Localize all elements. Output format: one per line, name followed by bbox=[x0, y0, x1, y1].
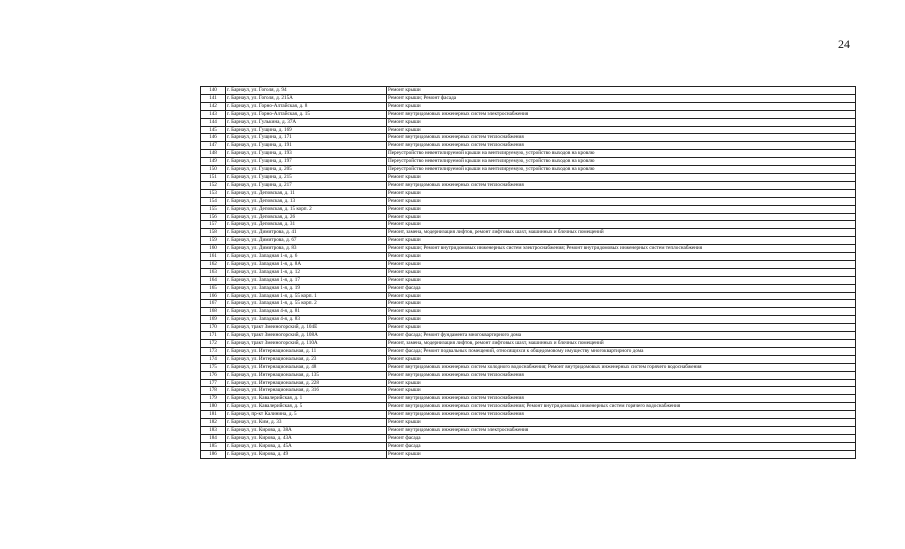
row-number-cell: 179 bbox=[201, 395, 226, 403]
table-row bbox=[201, 340, 856, 348]
row-number-cell: 149 bbox=[201, 158, 226, 166]
row-number-cell: 146 bbox=[201, 134, 226, 142]
work-type-cell: Ремонт внутридомовых инженерных систем теплоснабжения bbox=[387, 181, 856, 189]
row-number-cell: 163 bbox=[201, 268, 226, 276]
address-cell: г. Барнаул, ул. Гоголя, д. 94 bbox=[226, 87, 387, 95]
table-row bbox=[201, 94, 856, 102]
work-type-cell: Ремонт крыши bbox=[387, 300, 856, 308]
work-type-cell: Ремонт фасада bbox=[387, 434, 856, 442]
row-number-cell: 166 bbox=[201, 292, 226, 300]
row-number-cell: 148 bbox=[201, 150, 226, 158]
table-row bbox=[201, 442, 856, 450]
work-type-cell: Ремонт крыши bbox=[387, 292, 856, 300]
table-row bbox=[201, 316, 856, 324]
work-type-cell: Ремонт фасада bbox=[387, 442, 856, 450]
row-number-cell: 164 bbox=[201, 276, 226, 284]
table-row bbox=[201, 237, 856, 245]
table-row bbox=[201, 118, 856, 126]
address-cell: г. Барнаул, ул. Западная 4-я, д. 83 bbox=[226, 316, 387, 324]
table-row bbox=[201, 395, 856, 403]
table-row bbox=[201, 87, 856, 95]
row-number-cell: 165 bbox=[201, 284, 226, 292]
address-cell: г. Барнаул, ул. Интернациональная, д. 48 bbox=[226, 363, 387, 371]
work-type-cell: Переустройство невентилируемой крыши на вентилируемую, устройство выходов на кровлю bbox=[387, 150, 856, 158]
row-number-cell: 143 bbox=[201, 110, 226, 118]
row-number-cell: 158 bbox=[201, 229, 226, 237]
table-row bbox=[201, 221, 856, 229]
address-cell: г. Барнаул, ул. Гущина, д. 191 bbox=[226, 142, 387, 150]
table-row bbox=[201, 403, 856, 411]
row-number-cell: 160 bbox=[201, 245, 226, 253]
address-cell: г. Барнаул, ул. Интернациональная, д. 135 bbox=[226, 371, 387, 379]
address-cell: г. Барнаул, ул. Западная 1-я, д. 19 bbox=[226, 284, 387, 292]
row-number-cell: 170 bbox=[201, 324, 226, 332]
table-row bbox=[201, 102, 856, 110]
table-row bbox=[201, 253, 856, 261]
address-cell: г. Барнаул, тракт Змеиногорский, д. 104Е bbox=[226, 324, 387, 332]
work-type-cell: Ремонт крыши bbox=[387, 205, 856, 213]
address-cell: г. Барнаул, ул. Деповская, д. 31 bbox=[226, 221, 387, 229]
address-cell: г. Барнаул, ул. Гущина, д. 193 bbox=[226, 150, 387, 158]
address-cell: г. Барнаул, ул. Западная 1-я, д. 8А bbox=[226, 260, 387, 268]
table-row bbox=[201, 150, 856, 158]
row-number-cell: 150 bbox=[201, 166, 226, 174]
row-number-cell: 144 bbox=[201, 118, 226, 126]
row-number-cell: 156 bbox=[201, 213, 226, 221]
table-row bbox=[201, 371, 856, 379]
address-cell: г. Барнаул, ул. Интернациональная, д. 23 bbox=[226, 355, 387, 363]
work-type-cell: Ремонт крыши bbox=[387, 87, 856, 95]
row-number-cell: 140 bbox=[201, 87, 226, 95]
table-row bbox=[201, 134, 856, 142]
row-number-cell: 180 bbox=[201, 403, 226, 411]
row-number-cell: 145 bbox=[201, 126, 226, 134]
work-type-cell: Ремонт, замена, модернизация лифтов, ремонт лифтовых шахт, машинных и блочных помещений bbox=[387, 340, 856, 348]
address-cell: г. Барнаул, ул. Кавалерийская, д. 1 bbox=[226, 395, 387, 403]
address-cell: г. Барнаул, ул. Западная 1-я, д. 6 bbox=[226, 253, 387, 261]
work-type-cell: Ремонт крыши bbox=[387, 308, 856, 316]
address-cell: г. Барнаул, ул. Интернациональная, д. 11 bbox=[226, 347, 387, 355]
row-number-cell: 185 bbox=[201, 442, 226, 450]
row-number-cell: 153 bbox=[201, 189, 226, 197]
address-cell: г. Барнаул, ул. Интернациональная, д. 316 bbox=[226, 387, 387, 395]
address-cell: г. Барнаул, ул. Западная 4-я, д. 81 bbox=[226, 308, 387, 316]
row-number-cell: 182 bbox=[201, 419, 226, 427]
address-cell: г. Барнаул, ул. Гоголя, д. 215А bbox=[226, 94, 387, 102]
work-type-cell: Ремонт, замена, модернизация лифтов, ремонт лифтовых шахт, машинных и блочных помещений bbox=[387, 229, 856, 237]
table-row bbox=[201, 411, 856, 419]
table-row bbox=[201, 300, 856, 308]
row-number-cell: 186 bbox=[201, 450, 226, 458]
address-cell: г. Барнаул, ул. Западная 1-я, д. 55 корп. 2 bbox=[226, 300, 387, 308]
row-number-cell: 183 bbox=[201, 426, 226, 434]
row-number-cell: 169 bbox=[201, 316, 226, 324]
table-row bbox=[201, 379, 856, 387]
work-type-cell: Ремонт крыши bbox=[387, 253, 856, 261]
address-cell: г. Барнаул, тракт Змеиногорский, д. 108А bbox=[226, 332, 387, 340]
work-type-cell: Ремонт крыши bbox=[387, 221, 856, 229]
table-row bbox=[201, 355, 856, 363]
row-number-cell: 168 bbox=[201, 308, 226, 316]
table-row bbox=[201, 347, 856, 355]
row-number-cell: 172 bbox=[201, 340, 226, 348]
work-type-cell: Ремонт крыши bbox=[387, 237, 856, 245]
row-number-cell: 162 bbox=[201, 260, 226, 268]
row-number-cell: 151 bbox=[201, 173, 226, 181]
work-type-cell: Ремонт внутридомовых инженерных систем теплоснабжения; Ремонт внутридомовых инженерных систем горячего водоснабжения bbox=[387, 403, 856, 411]
table-row bbox=[201, 245, 856, 253]
address-cell: г. Барнаул, ул. Димитрова, д. 41 bbox=[226, 229, 387, 237]
table-row bbox=[201, 158, 856, 166]
table-row bbox=[201, 324, 856, 332]
work-type-cell: Ремонт крыши bbox=[387, 355, 856, 363]
address-cell: г. Барнаул, ул. Деповская, д. 13 bbox=[226, 197, 387, 205]
table-row bbox=[201, 260, 856, 268]
address-cell: г. Барнаул, ул. Гущина, д. 197 bbox=[226, 158, 387, 166]
table-row bbox=[201, 284, 856, 292]
table-row bbox=[201, 213, 856, 221]
work-type-cell: Ремонт крыши bbox=[387, 419, 856, 427]
table-row bbox=[201, 205, 856, 213]
table-row bbox=[201, 450, 856, 458]
address-cell: г. Барнаул, ул. Димитрова, д. 67 bbox=[226, 237, 387, 245]
table-row bbox=[201, 387, 856, 395]
work-type-cell: Ремонт крыши bbox=[387, 324, 856, 332]
work-type-cell: Ремонт крыши bbox=[387, 213, 856, 221]
work-type-cell: Ремонт крыши; Ремонт фасада bbox=[387, 94, 856, 102]
address-cell: г. Барнаул, ул. Кирова, д. 49 bbox=[226, 450, 387, 458]
row-number-cell: 181 bbox=[201, 411, 226, 419]
address-cell: г. Барнаул, ул. Ким, д. 33 bbox=[226, 419, 387, 427]
address-cell: г. Барнаул, ул. Деповская, д. 11 bbox=[226, 189, 387, 197]
work-type-cell: Ремонт крыши bbox=[387, 118, 856, 126]
row-number-cell: 154 bbox=[201, 197, 226, 205]
table-row bbox=[201, 276, 856, 284]
table-row bbox=[201, 308, 856, 316]
address-cell: г. Барнаул, ул. Горно-Алтайская, д. 15 bbox=[226, 110, 387, 118]
table-row bbox=[201, 142, 856, 150]
address-cell: г. Барнаул, ул. Кирова, д. 38А bbox=[226, 426, 387, 434]
page-number: 24 bbox=[838, 37, 850, 51]
address-cell: г. Барнаул, ул. Гущина, д. 169 bbox=[226, 126, 387, 134]
address-cell: г. Барнаул, ул. Кавалерийская, д. 5 bbox=[226, 403, 387, 411]
row-number-cell: 155 bbox=[201, 205, 226, 213]
work-type-cell: Ремонт внутридомовых инженерных систем электроснабжения bbox=[387, 110, 856, 118]
row-number-cell: 159 bbox=[201, 237, 226, 245]
row-number-cell: 173 bbox=[201, 347, 226, 355]
repair-table bbox=[200, 86, 856, 459]
address-cell: г. Барнаул, ул. Деповская, д. 15 корп. 2 bbox=[226, 205, 387, 213]
table-row bbox=[201, 173, 856, 181]
address-cell: г. Барнаул, ул. Западная 1-я, д. 55 корп. 1 bbox=[226, 292, 387, 300]
table-row bbox=[201, 166, 856, 174]
row-number-cell: 178 bbox=[201, 387, 226, 395]
work-type-cell: Ремонт внутридомовых инженерных систем теплоснабжения bbox=[387, 134, 856, 142]
row-number-cell: 167 bbox=[201, 300, 226, 308]
address-cell: г. Барнаул, ул. Интернациональная, д. 228 bbox=[226, 379, 387, 387]
work-type-cell: Ремонт внутридомовых инженерных систем теплоснабжения bbox=[387, 371, 856, 379]
work-type-cell: Ремонт крыши bbox=[387, 197, 856, 205]
work-type-cell: Ремонт внутридомовых инженерных систем теплоснабжения bbox=[387, 395, 856, 403]
address-cell: г. Барнаул, ул. Гущина, д. 215 bbox=[226, 173, 387, 181]
table-row bbox=[201, 426, 856, 434]
work-type-cell: Ремонт крыши bbox=[387, 102, 856, 110]
work-type-cell: Ремонт внутридомовых инженерных систем холодного водоснабжения; Ремонт внутридомовых инженерных систем горячего водоснабжения bbox=[387, 363, 856, 371]
table-row bbox=[201, 229, 856, 237]
work-type-cell: Ремонт крыши bbox=[387, 268, 856, 276]
address-cell: г. Барнаул, пр-кт Калинина, д. 5 bbox=[226, 411, 387, 419]
work-type-cell: Ремонт крыши bbox=[387, 450, 856, 458]
work-type-cell: Ремонт фасада; Ремонт подвальных помещений, относящихся к общедомовому имуществу многоквартирного дома bbox=[387, 347, 856, 355]
table-row bbox=[201, 189, 856, 197]
repair-table-body bbox=[201, 87, 856, 459]
work-type-cell: Переустройство невентилируемой крыши на вентилируемую, устройство выходов на кровлю bbox=[387, 158, 856, 166]
row-number-cell: 175 bbox=[201, 363, 226, 371]
address-cell: г. Барнаул, ул. Гущина, д. 171 bbox=[226, 134, 387, 142]
row-number-cell: 157 bbox=[201, 221, 226, 229]
address-cell: г. Барнаул, ул. Деповская, д. 26 bbox=[226, 213, 387, 221]
work-type-cell: Ремонт внутридомовых инженерных систем теплоснабжения bbox=[387, 142, 856, 150]
work-type-cell: Ремонт крыши bbox=[387, 387, 856, 395]
address-cell: г. Барнаул, тракт Змеиногорский, д. 110А bbox=[226, 340, 387, 348]
table-row bbox=[201, 181, 856, 189]
table-row bbox=[201, 419, 856, 427]
row-number-cell: 141 bbox=[201, 94, 226, 102]
work-type-cell: Ремонт крыши bbox=[387, 276, 856, 284]
table-row bbox=[201, 268, 856, 276]
table-row bbox=[201, 110, 856, 118]
table-row bbox=[201, 292, 856, 300]
address-cell: г. Барнаул, ул. Димитрова, д. 83 bbox=[226, 245, 387, 253]
work-type-cell: Ремонт внутридомовых инженерных систем электроснабжения bbox=[387, 426, 856, 434]
address-cell: г. Барнаул, ул. Гущина, д. 217 bbox=[226, 181, 387, 189]
row-number-cell: 176 bbox=[201, 371, 226, 379]
row-number-cell: 174 bbox=[201, 355, 226, 363]
address-cell: г. Барнаул, ул. Кирова, д. 43А bbox=[226, 434, 387, 442]
work-type-cell: Ремонт крыши bbox=[387, 316, 856, 324]
work-type-cell: Ремонт внутридомовых инженерных систем теплоснабжения bbox=[387, 411, 856, 419]
address-cell: г. Барнаул, ул. Горно-Алтайская, д. 8 bbox=[226, 102, 387, 110]
address-cell: г. Барнаул, ул. Западная 1-я, д. 12 bbox=[226, 268, 387, 276]
row-number-cell: 142 bbox=[201, 102, 226, 110]
row-number-cell: 177 bbox=[201, 379, 226, 387]
work-type-cell: Переустройство невентилируемой крыши на вентилируемую, устройство выходов на кровлю bbox=[387, 166, 856, 174]
row-number-cell: 184 bbox=[201, 434, 226, 442]
address-cell: г. Барнаул, ул. Кирова, д. 45А bbox=[226, 442, 387, 450]
work-type-cell: Ремонт крыши bbox=[387, 126, 856, 134]
row-number-cell: 147 bbox=[201, 142, 226, 150]
table-row bbox=[201, 197, 856, 205]
row-number-cell: 152 bbox=[201, 181, 226, 189]
table-row bbox=[201, 332, 856, 340]
work-type-cell: Ремонт крыши bbox=[387, 189, 856, 197]
table-row bbox=[201, 126, 856, 134]
work-type-cell: Ремонт крыши; Ремонт внутридомовых инженерных систем электроснабжения; Ремонт внутридомовых инженерных систем теплоснабжения bbox=[387, 245, 856, 253]
work-type-cell: Ремонт крыши bbox=[387, 260, 856, 268]
work-type-cell: Ремонт крыши bbox=[387, 173, 856, 181]
work-type-cell: Ремонт фасада bbox=[387, 284, 856, 292]
row-number-cell: 171 bbox=[201, 332, 226, 340]
row-number-cell: 161 bbox=[201, 253, 226, 261]
address-cell: г. Барнаул, ул. Западная 1-я, д. 17 bbox=[226, 276, 387, 284]
work-type-cell: Ремонт фасада; Ремонт фундамента многоквартирного дома bbox=[387, 332, 856, 340]
work-type-cell: Ремонт крыши bbox=[387, 379, 856, 387]
table-row bbox=[201, 434, 856, 442]
table-row bbox=[201, 363, 856, 371]
address-cell: г. Барнаул, ул. Гулькина, д. 37А bbox=[226, 118, 387, 126]
address-cell: г. Барнаул, ул. Гущина, д. 205 bbox=[226, 166, 387, 174]
